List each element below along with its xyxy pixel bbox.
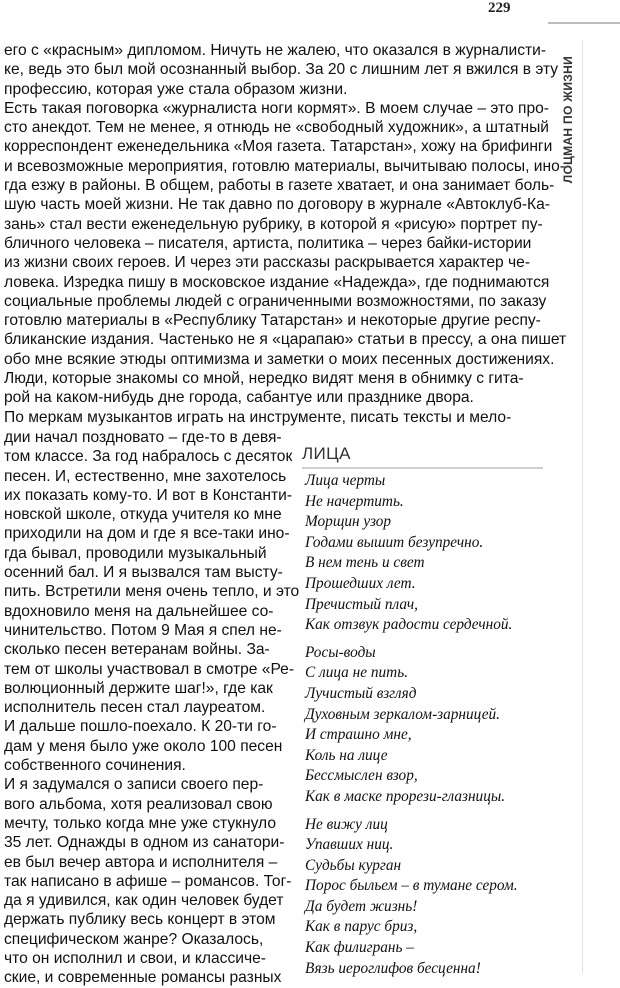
text-line: По меркам музыкантов играть на инструменте, писать тексты и мело- bbox=[4, 408, 512, 426]
text-line: социальные проблемы людей с ограниченными возможностями, по заказу bbox=[4, 292, 547, 310]
page-number: 229 bbox=[488, 0, 511, 16]
poem-line: Да будет жизнь! bbox=[305, 897, 418, 915]
poem-line: Как в маске прорези-глазницы. bbox=[305, 787, 506, 805]
text-line: обо мне всякие этюды оптимизма и заметки о моих песенных достижениях. bbox=[4, 350, 555, 368]
left-column-text bbox=[4, 428, 300, 988]
text-line: новской школе, откуда учителя ко мне bbox=[4, 506, 282, 524]
stanza-gap bbox=[305, 636, 541, 643]
text-line: том классе. За год набралось с десяток bbox=[4, 448, 293, 466]
text-line: да я удивился, как один человек будет bbox=[4, 892, 284, 910]
text-line: собственного сочинения. bbox=[4, 757, 186, 775]
text-line: И я задумался о записи своего пер- bbox=[4, 776, 264, 794]
text-line: что он исполнил и свои, и классиче- bbox=[4, 950, 266, 968]
poem bbox=[305, 471, 541, 979]
text-line: ке, ведь это был мой осознанный выбор. За 20 с лишним лет я вжился в эту bbox=[4, 61, 559, 79]
poem-line: Судьбы курган bbox=[305, 856, 402, 874]
text-line: бличного человека – писателя, артиста, политика – через байки-истории bbox=[4, 234, 532, 252]
text-line: специфическом жанре? Оказалось, bbox=[4, 930, 264, 948]
text-line: волюционный держите шаг!», где как bbox=[4, 679, 273, 697]
text-line: гда езжу в районы. В общем, работы в газете хватает, и она занимает боль- bbox=[4, 177, 555, 195]
poem-line: С лица не пить. bbox=[305, 664, 408, 682]
text-line: их показать кому-то. И вот в Константи- bbox=[4, 486, 293, 504]
poem-line: Лица черты bbox=[305, 472, 386, 489]
text-line: мечту, только когда мне уже стукнуло bbox=[4, 814, 276, 832]
text-line: Есть такая поговорка «журналиста ноги кормят». В моем случае – это про- bbox=[4, 99, 549, 117]
text-line: тем от школы участвовал в смотре «Ре- bbox=[4, 660, 295, 678]
text-line: гда бывал, проводили музыкальный bbox=[4, 544, 267, 562]
text-line: зань» стал вести еженедельную рубрику, в которой я «рисую» портрет пу- bbox=[4, 215, 543, 233]
poem-line: Как филигрань – bbox=[305, 939, 414, 957]
text-line: Люди, которые знакомы со мной, нередко видят меня в обнимку с гита- bbox=[4, 370, 524, 388]
poem-line: В нем тень и свет bbox=[305, 554, 425, 572]
text-line: готовлю материалы в «Республику Татарстан» и некоторые другие респу- bbox=[4, 312, 541, 330]
text-line: 35 лет. Однажды в одном из санатори- bbox=[4, 834, 285, 852]
text-line: осенний бал. И я вызвался там высту- bbox=[4, 564, 283, 582]
poem-title-rule bbox=[302, 467, 543, 469]
text-line: шую часть моей жизни. Не так давно по договору в журнале «Автоклуб-Ка- bbox=[4, 196, 550, 214]
poem-line: Годами вышит безупречно. bbox=[305, 533, 484, 551]
poem-line: Морщин узор bbox=[305, 513, 392, 531]
text-line: приходили на дом и где я все-таки ино- bbox=[4, 525, 290, 543]
poem-line: Росы-воды bbox=[305, 643, 376, 661]
text-line: вдохновило меня на дальнейшее со- bbox=[4, 602, 274, 620]
poem-line: И страшно мне, bbox=[305, 726, 412, 744]
text-line: его с «красным» дипломом. Ничуть не жалею, что оказался в журналисти- bbox=[4, 42, 547, 59]
text-line: ловека. Изредка пишу в московское издание «Надежда», где поднимаются bbox=[4, 273, 550, 291]
text-line: дам у меня было уже около 100 песен bbox=[4, 737, 283, 755]
text-line: чинительство. Потом 9 Мая я спел не- bbox=[4, 621, 282, 639]
stanza-gap bbox=[305, 808, 541, 815]
poem-line: Упавших ниц. bbox=[305, 836, 394, 854]
section-label: ЛОЦМАН ПО ЖИЗНИ bbox=[561, 56, 575, 184]
poem-line: Как в парус бриз, bbox=[305, 918, 418, 936]
poem-line: Лучистый взгляд bbox=[305, 684, 417, 702]
poem-line: Порос быльем – в тумане сером. bbox=[305, 877, 518, 895]
text-line: вого альбома, хотя реализовал свою bbox=[4, 795, 273, 813]
text-line: исполнитель песен стал лауреатом. bbox=[4, 699, 266, 717]
poem-line: Как отзвук радости сердечной. bbox=[305, 616, 513, 634]
text-line: сколько песен ветеранам войны. За- bbox=[4, 641, 270, 659]
poem-title: ЛИЦА bbox=[302, 444, 351, 463]
text-line: песен. И, естественно, мне захотелось bbox=[4, 467, 287, 485]
text-line: сто анекдот. Тем не менее, я отнюдь не «свободный художник», а штатный bbox=[4, 119, 549, 137]
poem-line: Бессмыслен взор, bbox=[305, 767, 418, 785]
text-line: из жизни своих героев. И через эти рассказы раскрывается характер че- bbox=[4, 254, 531, 272]
side-rule bbox=[582, 40, 583, 973]
text-line: держать публику весь концерт в этом bbox=[4, 911, 276, 929]
poem-line: Коль на лице bbox=[305, 746, 388, 764]
text-line: рой на каком-нибудь дне города, сабантуе или празднике двора. bbox=[4, 389, 474, 407]
poem-header bbox=[302, 444, 543, 469]
text-line: дии начал поздновато – где-то в девя- bbox=[4, 429, 282, 446]
text-line: корреспондент еженедельника «Моя газета. Татарстан», хожу на брифинги bbox=[4, 138, 553, 156]
poem-line: Не начертить. bbox=[305, 492, 404, 510]
main-text bbox=[4, 41, 567, 427]
text-line: так написано в афише – романсов. Тог- bbox=[4, 872, 292, 890]
text-line: бликанские издания. Частенько не я «царапаю» статьи в прессу, а она пишет bbox=[4, 331, 567, 349]
poem-line: Вязь иероглифов бесценна! bbox=[305, 959, 481, 977]
header-rule bbox=[548, 22, 620, 24]
text-line: ев был вечер автора и исполнителя – bbox=[4, 853, 278, 871]
text-line: профессию, которая уже стала образом жизни. bbox=[4, 80, 348, 98]
poem-line: Прошедших лет. bbox=[305, 574, 416, 592]
poem-line: Духовным зеркалом-зарницей. bbox=[305, 705, 500, 723]
text-line: пить. Встретили меня очень тепло, и это bbox=[4, 583, 300, 601]
poem-line: Не вижу лиц bbox=[305, 815, 388, 833]
poem-line: Пречистый плач, bbox=[305, 595, 418, 613]
text-line: И дальше пошло-поехало. К 20-ти го- bbox=[4, 718, 277, 736]
text-line: ские, и современные романсы разных bbox=[4, 969, 282, 987]
text-line: и всевозможные мероприятия, готовлю материалы, вычитываю полосы, ино- bbox=[4, 157, 565, 175]
